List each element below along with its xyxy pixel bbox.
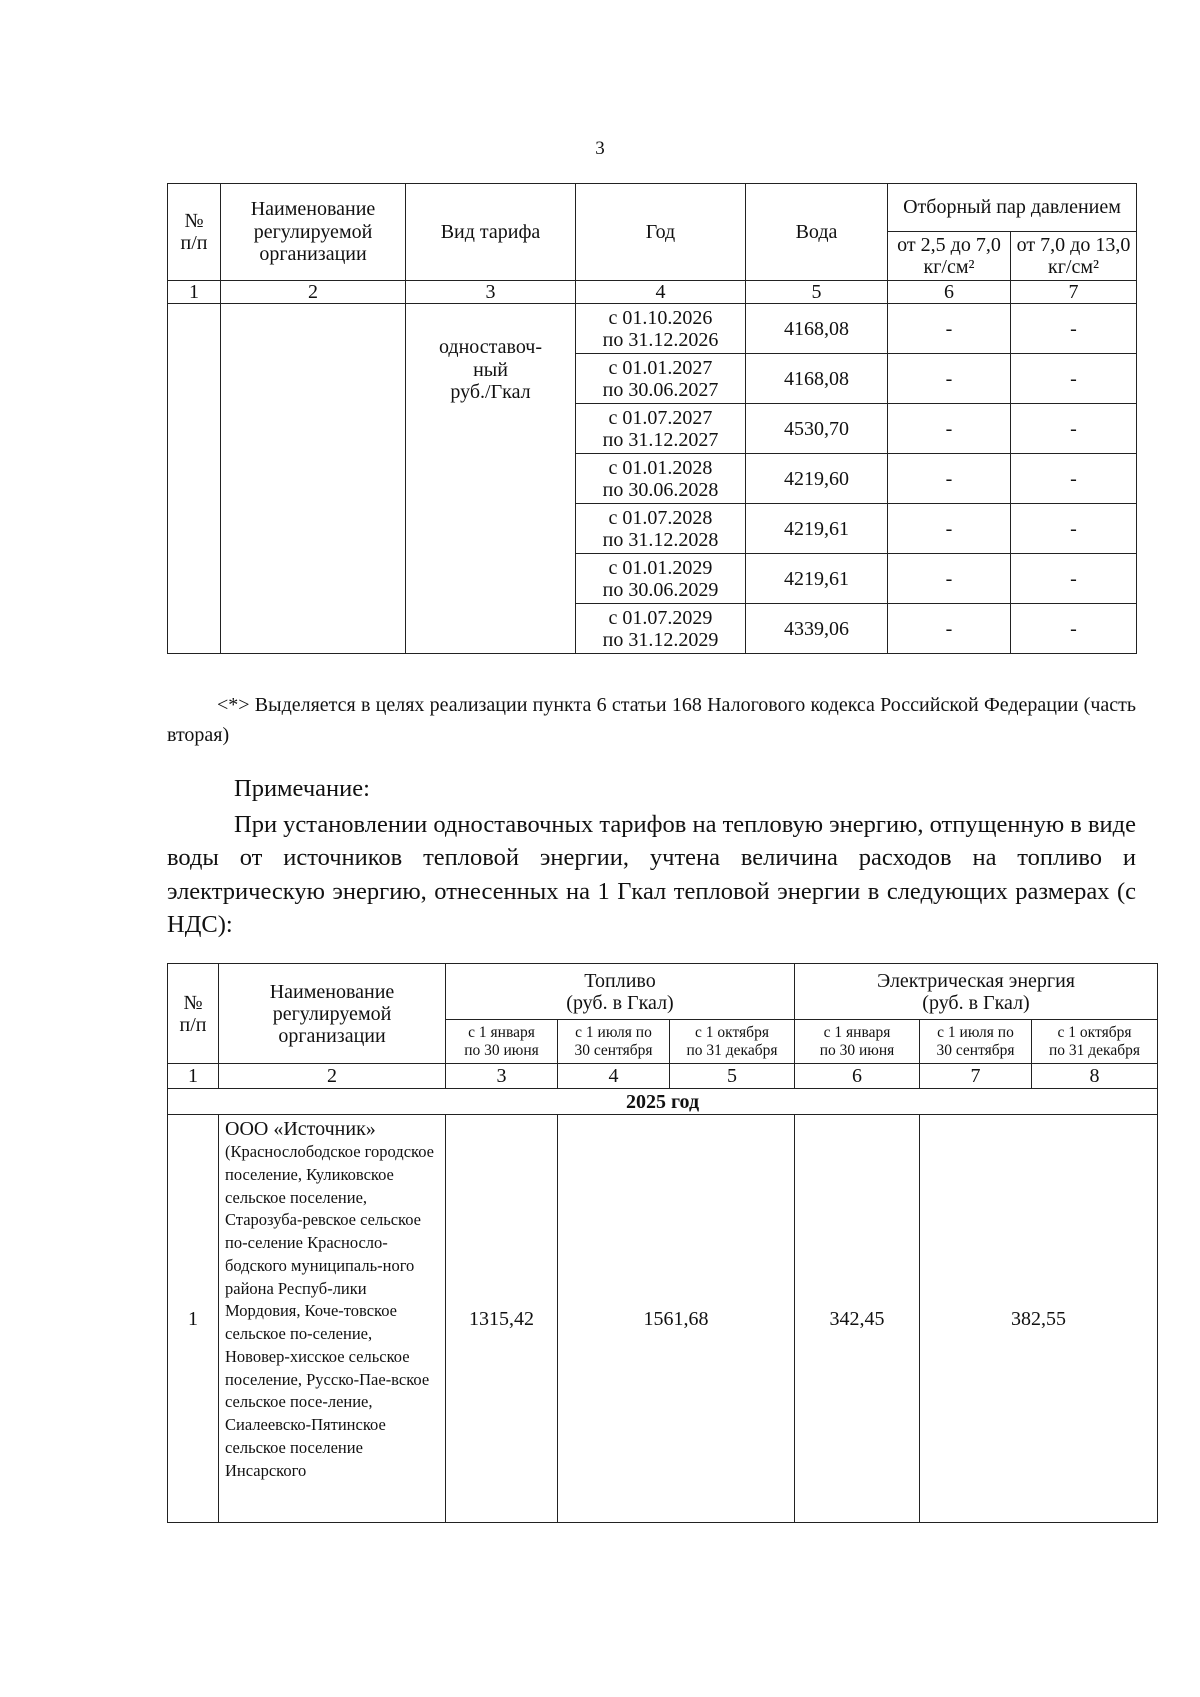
header-fuel: Топливо (руб. в Гкал) — [446, 964, 795, 1020]
col-number: 7 — [1011, 281, 1137, 304]
col-number: 5 — [670, 1064, 795, 1089]
note-text: При установлении одноставочных тарифов на тепловую энергию, отпущенную в виде воды от источников тепловой энергии, учтена величина расходов на топливо и электрическую энергию, отнесенных на 1 Гкал тепловой энергии в следующих размерах (с НДС): — [167, 811, 1136, 938]
steam-high-value: - — [1011, 304, 1137, 354]
header-steam-high — [1011, 232, 1137, 281]
year-label: 2025 год — [168, 1089, 1158, 1115]
header-fuel-p1: с 1 января по 30 июня — [446, 1020, 558, 1064]
org-description: (Краснослободское городское поселение, Куликовское сельское поселение, Старозуба-ревское сельское по-селение Красносло-бодского муниципаль-ного района Респуб-лики Мордовия, Коче-товское сельское по-селение, Нововер-хисское сельское поселение, Русско-Пае-вское сельское посе-ление, Сиалеевско-Пятинское сельское поселение Инсарского — [225, 1142, 434, 1480]
period-cell: с 01.07.2028 по 31.12.2028 — [576, 504, 746, 554]
water-value: 4168,08 — [746, 304, 888, 354]
period-cell: с 01.10.2026 по 31.12.2026 — [576, 304, 746, 354]
header-num — [168, 184, 221, 281]
fuel-p1-value: 1315,42 — [446, 1115, 558, 1523]
empty-num-cell — [168, 304, 221, 654]
col-number: 1 — [168, 1064, 219, 1089]
col-number: 3 — [406, 281, 576, 304]
header-elec-p1: с 1 января по 30 июня — [795, 1020, 920, 1064]
col-number: 7 — [920, 1064, 1032, 1089]
col-number: 2 — [221, 281, 406, 304]
steam-high-value: - — [1011, 454, 1137, 504]
header-tariff-type — [406, 184, 576, 281]
water-value: 4168,08 — [746, 354, 888, 404]
col-number: 2 — [219, 1064, 446, 1089]
col-number: 3 — [446, 1064, 558, 1089]
water-value: 4339,06 — [746, 604, 888, 654]
fuel-p23-value: 1561,68 — [558, 1115, 795, 1523]
col-number: 8 — [1032, 1064, 1158, 1089]
header-water-text: Вода — [795, 220, 838, 243]
elec-p1-value: 342,45 — [795, 1115, 920, 1523]
steam-high-value: - — [1011, 554, 1137, 604]
header-steam-low-text: от 2,5 до 7,0 кг/см² — [897, 233, 1001, 278]
header-steam — [888, 184, 1137, 232]
steam-low-value: - — [888, 454, 1011, 504]
org-cell — [219, 1115, 446, 1523]
water-value: 4530,70 — [746, 404, 888, 454]
tariff-table — [167, 183, 1137, 654]
header-steam-text: Отборный пар давлением — [903, 196, 1121, 219]
period-cell: с 01.01.2029 по 30.06.2029 — [576, 554, 746, 604]
header-electric: Электрическая энергия (руб. в Гкал) — [795, 964, 1158, 1020]
column-number-row — [168, 281, 1137, 304]
tariff-type-cell: одноставоч- ный руб./Гкал — [406, 304, 576, 654]
header-elec-p3: с 1 октября по 31 декабря — [1032, 1020, 1158, 1064]
org-name: ООО «Источник» — [225, 1118, 376, 1140]
header-steam-low — [888, 232, 1011, 281]
page-number: 3 — [595, 138, 605, 159]
period-cell: с 01.01.2028 по 30.06.2028 — [576, 454, 746, 504]
steam-high-value: - — [1011, 404, 1137, 454]
steam-high-value: - — [1011, 504, 1137, 554]
header-elec-p2: с 1 июля по 30 сентября — [920, 1020, 1032, 1064]
steam-high-value: - — [1011, 354, 1137, 404]
water-value: 4219,61 — [746, 554, 888, 604]
col-number: 4 — [558, 1064, 670, 1089]
header-num-text: № п/п — [179, 991, 207, 1036]
steam-low-value: - — [888, 354, 1011, 404]
header-fuel-p2: с 1 июля по 30 сентября — [558, 1020, 670, 1064]
steam-low-value: - — [888, 554, 1011, 604]
col-number: 4 — [576, 281, 746, 304]
period-cell: с 01.07.2029 по 31.12.2029 — [576, 604, 746, 654]
steam-low-value: - — [888, 604, 1011, 654]
col-number: 6 — [795, 1064, 920, 1089]
header-num-text: № п/п — [180, 209, 208, 254]
steam-high-value: - — [1011, 604, 1137, 654]
header-org — [219, 964, 446, 1064]
header-org-text: Наименование регулируемой организации — [250, 198, 376, 266]
header-org — [221, 184, 406, 281]
header-org-text: Наименование регулируемой организации — [269, 980, 395, 1047]
period-cell: с 01.07.2027 по 31.12.2027 — [576, 404, 746, 454]
header-fuel-p3: с 1 октября по 31 декабря — [670, 1020, 795, 1064]
col-number: 5 — [746, 281, 888, 304]
header-num — [168, 964, 219, 1064]
steam-low-value: - — [888, 504, 1011, 554]
col-number: 6 — [888, 281, 1011, 304]
row-num: 1 — [168, 1115, 219, 1523]
footnote: <*> Выделяется в целях реализации пункта 6 статьи 168 Налогового кодекса Российской Федерации (часть вторая) — [167, 694, 1136, 746]
header-steam-high-text: от 7,0 до 13,0 кг/см² — [1016, 233, 1131, 278]
elec-p23-value: 382,55 — [920, 1115, 1158, 1523]
header-year — [576, 184, 746, 281]
water-value: 4219,60 — [746, 454, 888, 504]
steam-low-value: - — [888, 304, 1011, 354]
fuel-electric-table — [167, 963, 1158, 1523]
header-year-text: Год — [645, 220, 676, 243]
col-number: 1 — [168, 281, 221, 304]
period-cell: с 01.01.2027 по 30.06.2027 — [576, 354, 746, 404]
header-tariff-type-text: Вид тарифа — [440, 220, 541, 243]
steam-low-value: - — [888, 404, 1011, 454]
empty-org-cell — [221, 304, 406, 654]
water-value: 4219,61 — [746, 504, 888, 554]
tariff-row — [168, 304, 1137, 354]
column-number-row — [168, 1064, 1158, 1089]
org-row — [168, 1115, 1158, 1523]
note-title: Примечание: — [234, 775, 370, 802]
header-water — [746, 184, 888, 281]
